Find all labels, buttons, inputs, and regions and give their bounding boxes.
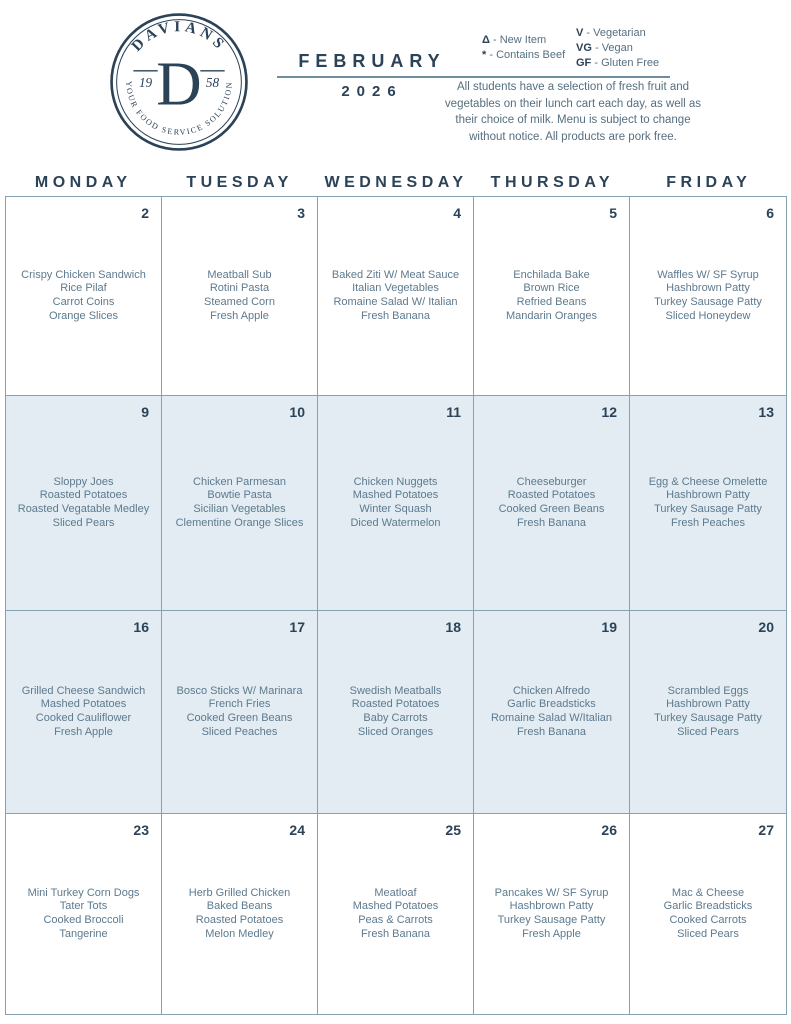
calendar-cell-feb-16: [6, 611, 162, 814]
menu-item: Winter Squash: [359, 503, 432, 515]
menu-item: Tater Tots: [59, 900, 108, 913]
menu-item: Mashed Potatoes: [352, 900, 439, 913]
menu-item: Herb Grilled Chicken: [188, 886, 291, 899]
calendar-cell-feb-9: [6, 396, 162, 611]
menu-item: Carrot Coins: [52, 296, 115, 308]
calendar-cell-feb-12: [474, 396, 630, 611]
menu-item: Swedish Meatballs: [349, 684, 442, 697]
menu-item: Sliced Oranges: [357, 725, 434, 738]
menu-item: Cooked Carrots: [669, 914, 747, 926]
month-title: [277, 51, 467, 72]
menu-item: Mashed Potatoes: [40, 698, 127, 711]
legend-item-new: [482, 33, 565, 48]
calendar-cell-feb-23: [6, 814, 162, 1014]
menu-item: Refried Beans: [516, 296, 587, 308]
menu-item: Mandarin Oranges: [505, 309, 598, 322]
calendar-cell-feb-25: [318, 814, 474, 1014]
menu-item: Pancakes W/ SF Syrup: [494, 886, 609, 899]
legend-item-beef: [482, 48, 565, 63]
menu-item: Cooked Green Beans: [186, 712, 293, 724]
menu-item: Baked Ziti W/ Meat Sauce: [331, 268, 460, 281]
menu-items: [474, 396, 629, 610]
menu-item: Sicilian Vegetables: [193, 503, 286, 515]
menu-items: [630, 197, 786, 395]
menu-item: Turkey Sausage Patty: [654, 712, 762, 724]
davians-logo: [108, 11, 250, 153]
calendar-cell-feb-20: [630, 611, 786, 814]
menu-item: Fresh Peaches: [671, 516, 745, 529]
calendar-cell-feb-26: [474, 814, 630, 1014]
calendar-cell-feb-24: [162, 814, 318, 1014]
menu-item: Fresh Apple: [522, 927, 581, 940]
menu-item: Hashbrown Patty: [666, 698, 750, 711]
logo-tagline-text: YOUR FOOD SERVICE SOLUTION: [124, 80, 234, 137]
menu-item: Roasted Potatoes: [351, 698, 440, 711]
menu-items: [630, 814, 786, 1014]
menu-item: Turkey Sausage Patty: [654, 296, 762, 308]
menu-item: Hashbrown Patty: [509, 900, 594, 913]
menu-item: Cooked Cauliflower: [35, 712, 132, 724]
date-number: 27: [758, 822, 774, 838]
menu-items: [630, 396, 786, 610]
date-number: 20: [758, 619, 774, 635]
menu-item: Roasted Potatoes: [195, 914, 284, 926]
menu-item: Sliced Honeydew: [665, 309, 751, 322]
legend-symbols-column: [482, 33, 565, 63]
calendar-cell-feb-4: [318, 197, 474, 396]
menu-item: French Fries: [208, 698, 271, 711]
logo-year-left: 19: [138, 75, 153, 91]
menu-item: Rotini Pasta: [209, 282, 270, 295]
menu-items: [162, 814, 317, 1014]
day-header-monday: MONDAY: [34, 174, 132, 191]
menu-item: Baby Carrots: [363, 712, 428, 724]
logo-brand-text: DAVIANS: [128, 18, 230, 55]
legend-item-gluten-free: [576, 56, 659, 71]
menu-item: Hashbrown Patty: [666, 282, 750, 295]
legend-label: Contains Beef: [496, 49, 566, 61]
menu-item: Bosco Sticks W/ Marinara: [176, 684, 303, 697]
menu-item: Garlic Breadsticks: [663, 900, 753, 913]
menu-item: Meatloaf: [374, 886, 417, 899]
logo-year-right: 58: [205, 75, 220, 91]
menu-item: Fresh Apple: [54, 725, 113, 738]
menu-item: Sliced Pears: [677, 725, 739, 738]
date-number: 17: [289, 619, 305, 635]
menu-item: Cooked Broccoli: [43, 914, 124, 926]
menu-item: Cooked Green Beans: [498, 503, 605, 515]
menu-item: Baked Beans: [206, 900, 273, 913]
date-number: 2: [141, 205, 149, 221]
legend-separator: -: [586, 27, 591, 39]
menu-item: Romaine Salad W/Italian: [490, 712, 613, 724]
menu-items: [318, 396, 473, 610]
menu-disclaimer-note: All students have a selection of fresh fruit and vegetables on their lunch cart each day, as well as their choice of milk. Menu is subject to change without notice. All products are pork free.: [444, 81, 702, 143]
date-number: 6: [766, 205, 774, 221]
menu-item: Mashed Potatoes: [352, 489, 439, 502]
menu-item: Orange Slices: [48, 309, 119, 322]
legend-separator: -: [594, 42, 599, 54]
menu-items: [6, 611, 161, 813]
menu-item: Tangerine: [59, 927, 108, 940]
menu-item: Italian Vegetables: [352, 282, 439, 295]
calendar-cell-feb-5: [474, 197, 630, 396]
legend-diet-column: [576, 26, 659, 71]
day-header-friday: FRIDAY: [666, 174, 752, 191]
menu-items: [162, 197, 317, 395]
menu-item: Diced Watermelon: [350, 516, 441, 529]
menu-item: Enchilada Bake: [513, 268, 590, 281]
date-number: 11: [446, 404, 461, 420]
date-number: 26: [601, 822, 617, 838]
menu-item: Roasted Potatoes: [507, 489, 596, 502]
menu-item: Chicken Parmesan: [193, 475, 286, 488]
calendar-cell-feb-6: [630, 197, 786, 396]
menu-item: Sliced Pears: [677, 927, 739, 940]
gluten-free-symbol: GF: [576, 57, 592, 69]
date-number: 12: [601, 404, 617, 420]
menu-item: Roasted Vegatable Medley: [17, 503, 150, 515]
vegetarian-symbol: V: [576, 27, 584, 39]
menu-items: [630, 611, 786, 813]
menu-item: Fresh Apple: [210, 309, 269, 322]
menu-item: Roasted Potatoes: [39, 489, 128, 502]
legend-item-vegan: [576, 41, 659, 56]
menu-items: [162, 611, 317, 813]
menu-item: Fresh Banana: [360, 309, 431, 322]
menu-item: Melon Medley: [205, 927, 274, 940]
menu-item: Romaine Salad W/ Italian: [333, 296, 458, 308]
menu-item: Cheeseburger: [516, 475, 587, 488]
logo-monogram: D: [156, 48, 202, 119]
date-number: 25: [445, 822, 461, 838]
legend-separator: -: [492, 34, 497, 46]
calendar-cell-feb-13: [630, 396, 786, 611]
menu-items: [474, 814, 629, 1014]
menu-item: Turkey Sausage Patty: [654, 503, 762, 515]
date-number: 16: [133, 619, 149, 635]
menu-item: Fresh Banana: [360, 927, 431, 940]
calendar-cell-feb-17: [162, 611, 318, 814]
date-number: 13: [758, 404, 774, 420]
date-number: 4: [453, 205, 461, 221]
date-number: 10: [289, 404, 305, 420]
day-header-wednesday: WEDNESDAY: [324, 174, 468, 191]
menu-items: [474, 611, 629, 813]
menu-item: Waffles W/ SF Syrup: [657, 268, 759, 281]
menu-item: Hashbrown Patty: [666, 489, 750, 502]
menu-item: Rice Pilaf: [60, 282, 107, 295]
menu-item: Egg & Cheese Omelette: [648, 475, 768, 488]
calendar-cell-feb-10: [162, 396, 318, 611]
menu-items: [318, 814, 473, 1014]
calendar-cell-feb-3: [162, 197, 318, 396]
menu-item: Bowtie Pasta: [207, 489, 272, 502]
legend-label: Vegetarian: [593, 27, 646, 39]
menu-item: Fresh Banana: [516, 516, 587, 529]
menu-item: Mini Turkey Corn Dogs: [27, 886, 140, 899]
calendar-cell-feb-2: [6, 197, 162, 396]
menu-item: Sliced Peaches: [201, 725, 278, 738]
calendar-cell-feb-11: [318, 396, 474, 611]
menu-items: [6, 396, 161, 610]
menu-item: Meatball Sub: [207, 268, 272, 281]
day-header-tuesday: TUESDAY: [186, 174, 293, 191]
menu-item: Fresh Banana: [516, 725, 587, 738]
calendar-grid: [5, 196, 787, 1015]
date-number: 5: [609, 205, 617, 221]
day-headers: [5, 168, 787, 195]
menu-items: [318, 197, 473, 395]
menu-item: Sliced Pears: [52, 516, 115, 529]
menu-item: Clementine Orange Slices: [175, 516, 304, 529]
header-divider-line: [277, 76, 670, 78]
menu-item: Steamed Corn: [204, 296, 275, 308]
menu-item: Chicken Alfredo: [512, 684, 591, 697]
date-number: 9: [141, 404, 149, 420]
menu-item: Grilled Cheese Sandwich: [21, 684, 146, 697]
menu-item: Sloppy Joes: [53, 475, 114, 488]
menu-item: Peas & Carrots: [358, 914, 433, 926]
menu-items: [6, 814, 161, 1014]
menu-item: Brown Rice: [523, 282, 580, 295]
menu-items: [318, 611, 473, 813]
menu-items: [6, 197, 161, 395]
legend-label: New Item: [499, 34, 547, 46]
menu-item: Scrambled Eggs: [667, 684, 749, 697]
menu-items: [162, 396, 317, 610]
date-number: 3: [297, 205, 305, 221]
month-label: FEBRUARY: [298, 51, 446, 71]
date-number: 18: [445, 619, 461, 635]
legend-separator: -: [489, 49, 494, 61]
day-header-thursday: THURSDAY: [490, 174, 615, 191]
menu-items: [474, 197, 629, 395]
calendar-cell-feb-18: [318, 611, 474, 814]
menu-item: Mac & Cheese: [671, 886, 745, 899]
date-number: 24: [289, 822, 305, 838]
calendar-cell-feb-19: [474, 611, 630, 814]
delta-icon: Δ: [482, 34, 490, 46]
legend-label: Vegan: [601, 42, 633, 54]
vegan-symbol: VG: [576, 42, 592, 54]
calendar-cell-feb-27: [630, 814, 786, 1014]
menu-item: Turkey Sausage Patty: [497, 914, 606, 926]
menu-item: Chicken Nuggets: [353, 475, 438, 488]
date-number: 23: [133, 822, 149, 838]
date-number: 19: [601, 619, 617, 635]
menu-item: Crispy Chicken Sandwich: [21, 268, 146, 281]
asterisk-icon: *: [482, 49, 487, 61]
year-label: 2026: [341, 83, 403, 100]
menu-item: Garlic Breadsticks: [507, 698, 596, 711]
legend-item-vegetarian: [576, 26, 659, 41]
legend-label: Gluten Free: [601, 57, 660, 69]
legend-separator: -: [594, 57, 599, 69]
